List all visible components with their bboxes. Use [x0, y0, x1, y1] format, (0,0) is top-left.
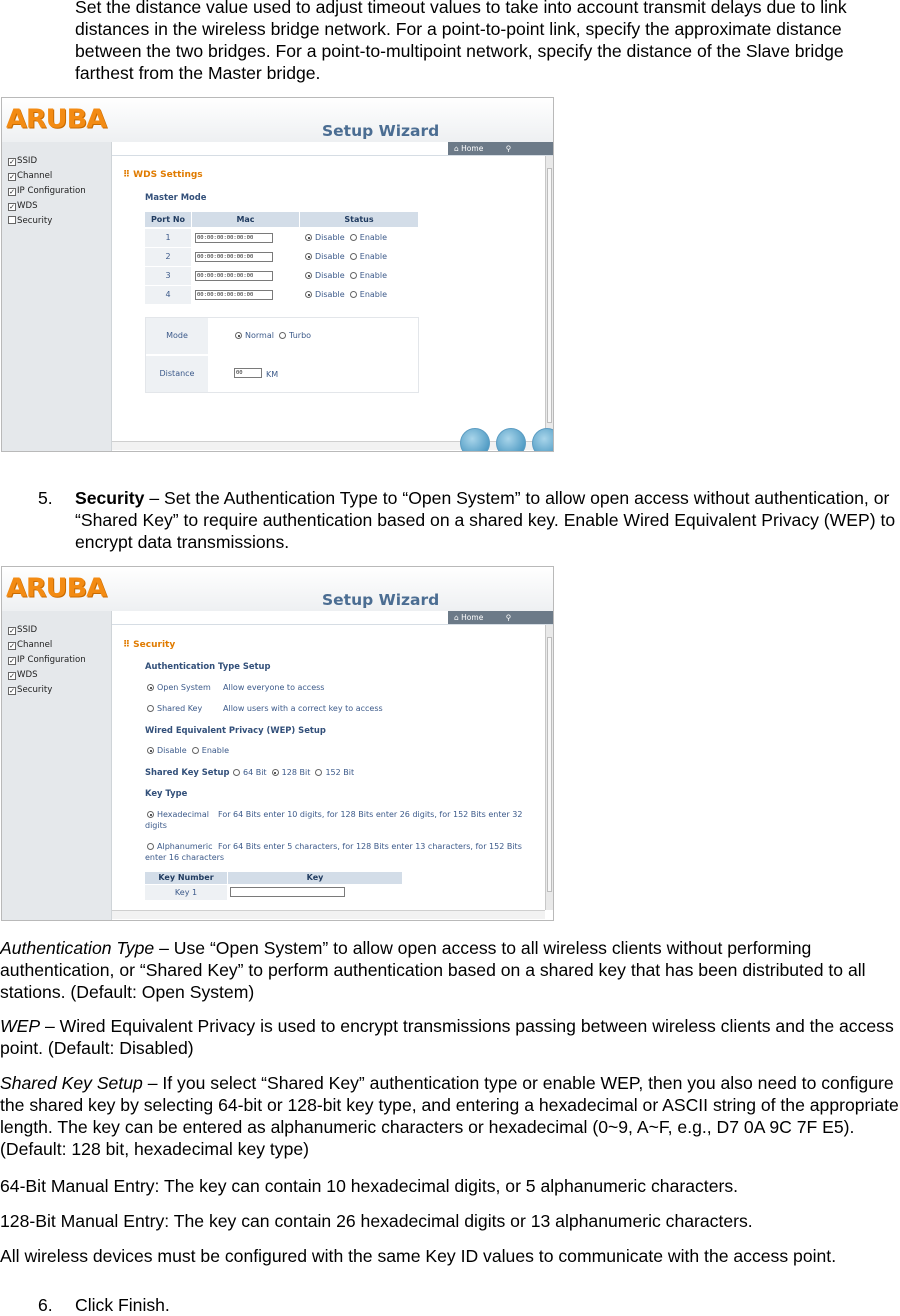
mac-input[interactable]: 00:00:00:00:00:00 — [195, 290, 273, 300]
status-radios — [305, 233, 387, 242]
alpha-desc-cont: enter 16 characters — [145, 853, 225, 862]
auth-type-description — [0, 937, 900, 1003]
logout-label: Logout — [454, 627, 480, 636]
alpha-desc: For 64 Bits enter 5 characters, for 128 Bits enter 13 characters, for 152 Bits — [218, 842, 522, 851]
step-number: 5. — [38, 488, 53, 508]
distance-unit: KM — [266, 370, 279, 379]
sidebar-label: Channel — [17, 640, 53, 650]
top-nav — [448, 611, 553, 636]
section-title-text: Security — [133, 640, 176, 650]
sidebar-item-wds[interactable] — [8, 201, 38, 211]
col-port: Port No — [145, 212, 191, 227]
open-system-label: Open System — [157, 683, 211, 692]
top-nav — [448, 142, 553, 167]
checkbox-icon: ✓ — [9, 672, 15, 680]
wep-enable-radio[interactable] — [192, 747, 199, 754]
sidebar-item-ssid[interactable] — [8, 625, 37, 635]
hex-desc-cont: digits — [145, 821, 167, 830]
sidebar-item-security[interactable] — [8, 685, 52, 695]
disable-radio[interactable] — [305, 272, 312, 279]
shared-key-radio[interactable] — [147, 705, 154, 712]
logout-link[interactable]: ⚲ Logout — [454, 144, 512, 167]
shared-key-label: Shared Key — [157, 704, 203, 713]
shared-key-setup-title: Shared Key Setup — [145, 767, 230, 777]
disable-radio[interactable] — [305, 291, 312, 298]
intro-paragraph: Set the distance value used to adjust timeout values to take into account transmit delays due to link distances in the wireless bridge network. For a point-to-point link, specify the approximate distance between the two bridges. For a point-to-multipoint network, specify the distance of the Slave bridge farthest from the Master bridge. — [75, 0, 847, 83]
turbo-radio[interactable] — [279, 332, 286, 339]
port-number: 1 — [145, 229, 191, 247]
open-system-radio[interactable] — [147, 684, 154, 691]
wizard-header — [2, 98, 553, 142]
home-link[interactable]: ⌂ Home — [454, 613, 484, 622]
status-radios — [305, 271, 387, 280]
vertical-scrollbar[interactable] — [545, 156, 553, 441]
auth-type-title: Authentication Type Setup — [145, 661, 271, 671]
step-body — [75, 487, 900, 553]
bits-152-radio[interactable] — [315, 769, 322, 776]
normal-label: Normal — [245, 331, 274, 340]
mode-radios — [235, 331, 311, 340]
wep-title: Wired Equivalent Privacy (WEP) Setup — [145, 725, 326, 735]
key-bits-radios — [233, 768, 354, 777]
disable-radio[interactable] — [305, 253, 312, 260]
bits-64-radio[interactable] — [233, 769, 240, 776]
mac-input[interactable]: 00:00:00:00:00:00 — [195, 233, 273, 243]
step-text: – Set the Authentication Type to “Open System” to allow open access without authentication, or “Shared Key” to require authentication based on a shared key. Enable Wired Equivalent Privacy (WEP) to encrypt data transmissions. — [75, 488, 896, 552]
globe-icon — [460, 428, 490, 452]
normal-radio[interactable] — [235, 332, 242, 339]
bits-128-radio[interactable] — [272, 769, 279, 776]
shared-key-desc: Allow users with a correct key to access — [223, 704, 383, 713]
checkbox-icon: ✓ — [9, 203, 15, 211]
wizard-title: Setup Wizard — [322, 591, 440, 609]
bits-128-label: 128 Bit — [281, 768, 311, 777]
term: Shared Key Setup — [0, 1073, 143, 1093]
open-system-option[interactable] — [147, 683, 211, 692]
port-number: 4 — [145, 286, 191, 304]
wizard-sidebar — [2, 142, 112, 451]
wep-enable-label: Enable — [201, 746, 230, 755]
bits-64-label: 64 Bit — [243, 768, 267, 777]
description-text: – Wired Equivalent Privacy is used to encrypt transmissions passing between wireless clients and the access point. (Default: Disabled) — [0, 1016, 894, 1058]
globe-icon — [532, 428, 554, 452]
header-rule — [112, 624, 553, 625]
checkbox-icon: ✓ — [9, 687, 15, 695]
section-title: ⠿ WDS Settings — [123, 170, 203, 180]
col-status: Status — [300, 212, 418, 227]
header-rule — [112, 155, 553, 156]
shared-key-option[interactable] — [147, 704, 202, 713]
description-text: – Use “Open System” to allow open access to all wireless clients without performing authentication, or “Shared Key” to perform authentication based on a shared key that has been distributed to all stations. (Default: Open System) — [0, 938, 866, 1002]
step-term: Security — [75, 488, 145, 508]
wep-disable-radio[interactable] — [147, 747, 154, 754]
key-col: Key — [228, 872, 402, 884]
turbo-label: Turbo — [289, 331, 312, 340]
home-label: Home — [461, 144, 484, 153]
term: Authentication Type — [0, 938, 155, 958]
sidebar-label: WDS — [17, 201, 38, 211]
port-number: 3 — [145, 267, 191, 285]
wizard-header — [2, 567, 553, 611]
port-number: 2 — [145, 248, 191, 266]
logout-link[interactable]: ⚲ Logout — [454, 613, 512, 636]
shared-key-description — [0, 1072, 900, 1160]
checkbox-icon: ✓ — [9, 158, 15, 166]
sidebar-label: IP Configuration — [17, 655, 86, 665]
disable-radio[interactable] — [305, 234, 312, 241]
hex-desc: For 64 Bits enter 10 digits, for 128 Bits enter 26 digits, for 152 Bits enter 32 — [218, 810, 523, 819]
sidebar-item-security[interactable] — [8, 216, 52, 226]
wizard-sidebar — [2, 611, 112, 920]
sidebar-label: IP Configuration — [17, 186, 86, 196]
security-screenshot — [1, 566, 554, 921]
disable-label: Disable — [315, 233, 345, 242]
step-5 — [38, 487, 900, 553]
mac-input[interactable]: 00:00:00:00:00:00 — [195, 252, 273, 262]
enable-radio[interactable] — [350, 253, 357, 260]
globe-icon — [496, 428, 526, 452]
col-mac: Mac — [192, 212, 299, 227]
mac-input[interactable]: 00:00:00:00:00:00 — [195, 271, 273, 281]
enable-label: Enable — [359, 271, 388, 280]
sidebar-label: WDS — [17, 670, 38, 680]
manual-128-note: 128-Bit Manual Entry: The key can contain 26 hexadecimal digits or 13 alphanumeric characters. — [0, 1211, 753, 1231]
distance-input[interactable]: 00 — [234, 368, 262, 378]
aruba-logo: ARUBA — [6, 104, 107, 135]
key-type-title: Key Type — [145, 788, 188, 798]
hex-option[interactable] — [147, 810, 209, 819]
bits-152-label: 152 Bit — [325, 768, 355, 777]
key1-label: Key 1 — [145, 885, 227, 900]
alpha-label: Alphanumeric — [157, 842, 213, 851]
scrollbar-thumb[interactable] — [547, 168, 552, 423]
section-title-text: WDS Settings — [133, 170, 203, 180]
enable-radio[interactable] — [350, 291, 357, 298]
alpha-radio[interactable] — [147, 843, 154, 850]
disable-label: Disable — [315, 252, 345, 261]
sidebar-item-ip-configuration[interactable] — [8, 655, 86, 665]
wep-description — [0, 1015, 900, 1059]
key1-input[interactable] — [230, 887, 345, 897]
same-key-note: All wireless devices must be configured with the same Key ID values to communicate with the access point. — [0, 1246, 837, 1266]
hex-label: Hexadecimal — [157, 810, 209, 819]
status-radios — [305, 290, 387, 299]
master-mode-title: Master Mode — [145, 192, 207, 202]
enable-label: Enable — [359, 233, 388, 242]
horizontal-scrollbar[interactable] — [112, 910, 545, 919]
mode-label: Mode — [146, 318, 208, 354]
open-system-desc: Allow everyone to access — [223, 683, 325, 692]
description-text: – If you select “Shared Key” authentication type or enable WEP, then you also need to configure the shared key by selecting 64-bit or 128-bit key type, and entering a hexadecimal or ASCII string of the appropriate length. The key can be entered as alphanumeric characters or hexadecimal (0~9, A~F, e.g., D7 0A 9C 7F E5). (Default: 128 bit, hexadecimal key type) — [0, 1073, 899, 1159]
enable-radio[interactable] — [350, 272, 357, 279]
step-6 — [38, 1294, 900, 1316]
checkbox-icon: ✓ — [9, 188, 15, 196]
home-label: Home — [461, 613, 484, 622]
sidebar-label: SSID — [17, 625, 38, 635]
hex-radio[interactable] — [147, 811, 154, 818]
logout-label: Logout — [454, 158, 480, 167]
checkbox-icon: ✓ — [9, 642, 15, 650]
home-link[interactable]: ⌂ Home — [454, 144, 484, 153]
sidebar-label: SSID — [17, 156, 38, 166]
step-body: Click Finish. — [75, 1295, 170, 1315]
sidebar-item-channel[interactable] — [8, 171, 52, 181]
enable-label: Enable — [359, 290, 388, 299]
scrollbar-thumb[interactable] — [547, 637, 552, 892]
section-title: ⠿ Security — [123, 640, 176, 650]
aruba-logo: ARUBA — [6, 573, 107, 604]
sidebar-label: Security — [17, 685, 53, 695]
step-number: 6. — [38, 1295, 53, 1315]
sidebar-label: Security — [17, 216, 53, 226]
sidebar-item-wds[interactable] — [8, 670, 38, 680]
disable-label: Disable — [315, 271, 345, 280]
enable-label: Enable — [359, 252, 388, 261]
distance-label: Distance — [146, 356, 208, 392]
checkbox-icon — [8, 216, 16, 224]
status-radios — [305, 252, 387, 261]
vertical-scrollbar[interactable] — [545, 625, 553, 910]
checkbox-icon: ✓ — [9, 657, 15, 665]
checkbox-icon: ✓ — [9, 173, 15, 181]
key-number-col: Key Number — [145, 872, 227, 884]
wep-disable-label: Disable — [157, 746, 187, 755]
sidebar-item-channel[interactable] — [8, 640, 52, 650]
sidebar-item-ip-configuration[interactable] — [8, 186, 86, 196]
wizard-title: Setup Wizard — [322, 122, 440, 140]
manual-64-note: 64-Bit Manual Entry: The key can contain 10 hexadecimal digits, or 5 alphanumeric characters. — [0, 1176, 739, 1196]
checkbox-icon: ✓ — [9, 627, 15, 635]
term: WEP — [0, 1016, 41, 1036]
enable-radio[interactable] — [350, 234, 357, 241]
alpha-option[interactable] — [147, 842, 213, 851]
wep-radios — [147, 746, 229, 755]
sidebar-item-ssid[interactable] — [8, 156, 37, 166]
sidebar-label: Channel — [17, 171, 53, 181]
disable-label: Disable — [315, 290, 345, 299]
wds-settings-screenshot — [1, 97, 554, 452]
